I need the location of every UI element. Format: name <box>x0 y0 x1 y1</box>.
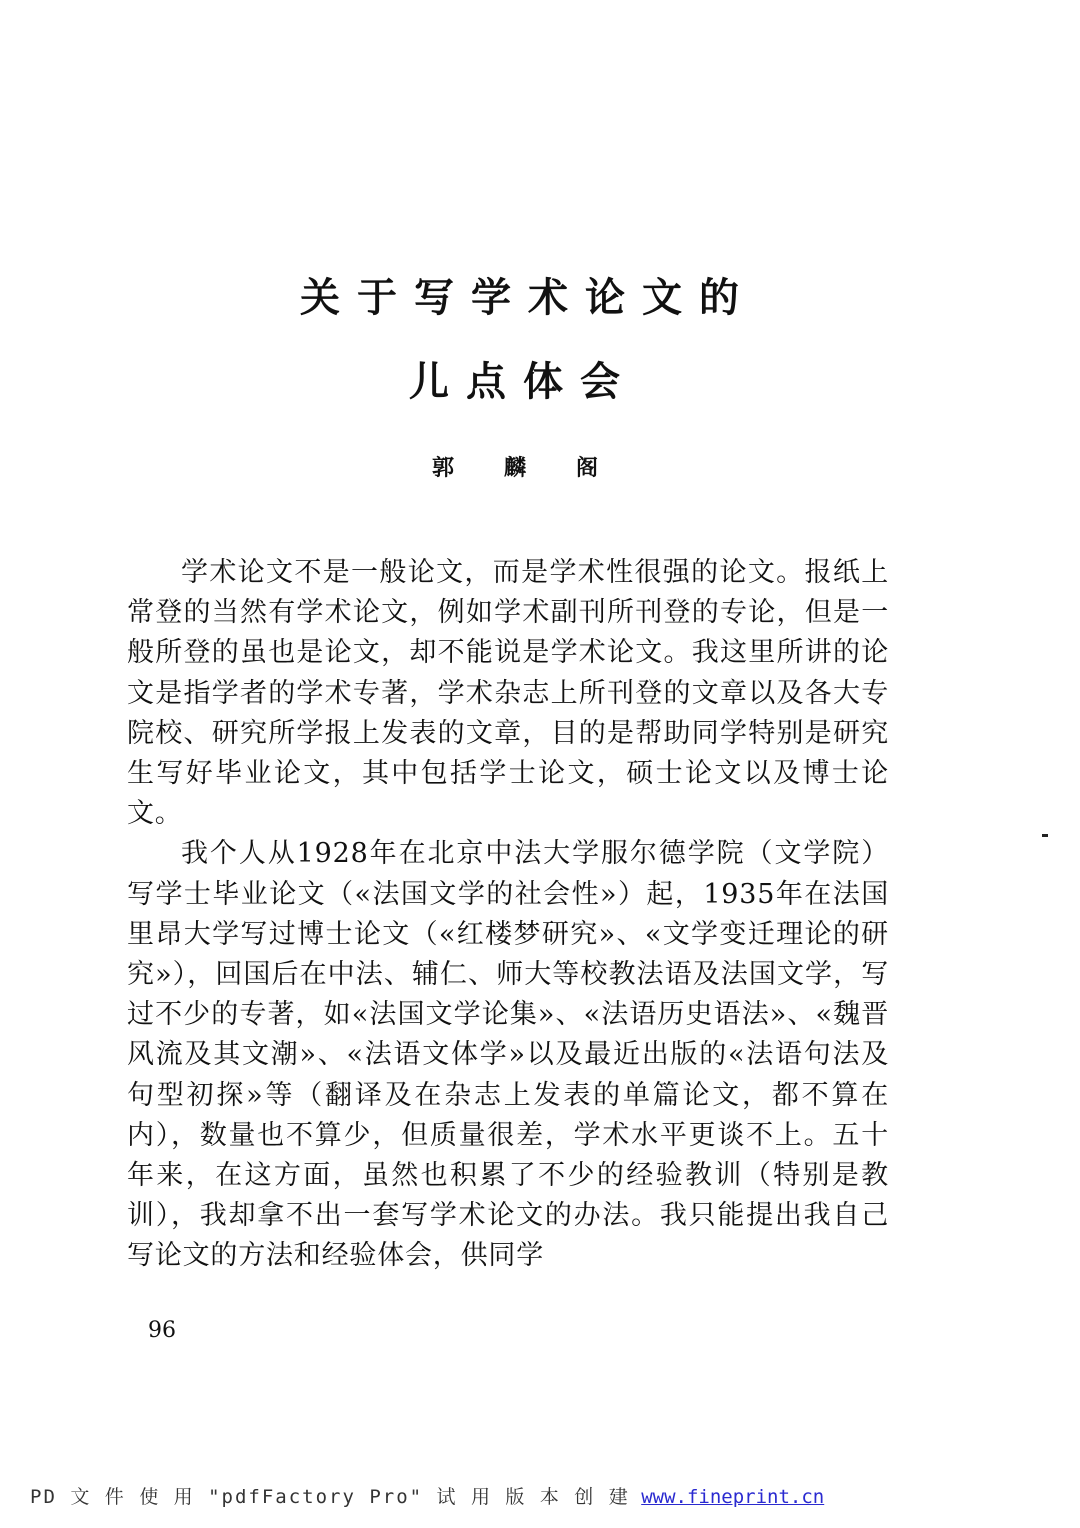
watermark-link[interactable]: www.fineprint.cn <box>641 1486 825 1508</box>
paragraph-2: 我个人从1928年在北京中法大学服尔德学院（文学院）写学士毕业论文（«法国文学的社会性»）起，1935年在法国里昂大学写过博士论文（«红楼梦研究»、«文学变迁理论的研究»），回国后在中法、辅仁、师大等校教法语及法国文学，写过不少的专著，如«法国文学论集»、«法语历史语法»、«魏晋风流及其文潮»、«法语文体学»以及最近出版的«法语句法及句型初探»等（翻译及在杂志上发表的单篇论文，都不算在内），数量也不算少，但质量很差，学术水平更谈不上。五十年来，在这方面，虽然也积累了不少的经验教训（特别是教训），我却拿不出一套写学术论文的办法。我只能提出我自己写论文的方法和经验体会，供同学 <box>127 838 889 1272</box>
paragraph-1: 学术论文不是一般论文，而是学术性很强的论文。报纸上常登的当然有学术论文，例如学术副刊所刊登的专论，但是一般所登的虽也是论文，却不能说是学术论文。我这里所讲的论文是指学者的学术专著，学术杂志上所刊登的文章以及各大专院校、研究所学报上发表的文章，目的是帮助同学特别是研究生写好毕业论文，其中包括学士论文，硕士论文以及博士论文。 <box>127 557 889 830</box>
scan-artifact-mark <box>1042 834 1048 837</box>
article-title-line-1: 关于写学术论文的 <box>300 274 756 321</box>
watermark-text: PD 文 件 使 用 "pdfFactory Pro" 试 用 版 本 创 建 <box>30 1486 630 1508</box>
article-body <box>127 553 889 1277</box>
author-name: 郭麟阁 <box>431 455 648 481</box>
page-number: 96 <box>148 1318 176 1343</box>
article-title-line-2: 儿点体会 <box>409 358 637 405</box>
pdf-watermark-footer <box>30 1488 1050 1507</box>
